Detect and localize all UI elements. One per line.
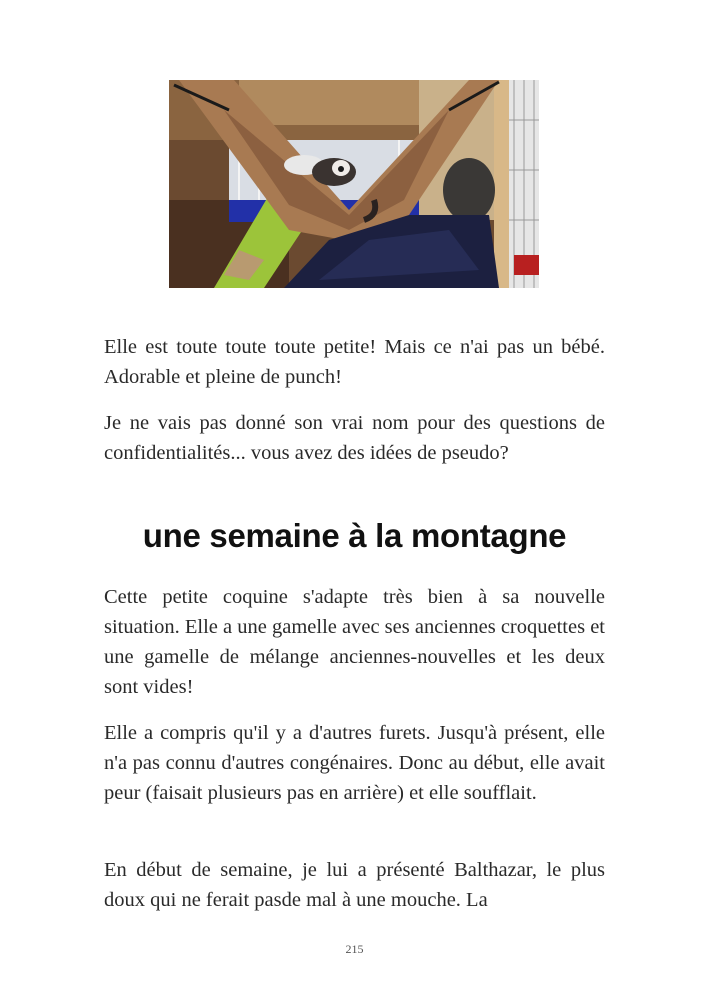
paragraph-4: Elle a compris qu'il y a d'autres furets. Jusqu'à présent, elle n'a pas connu d'autres congénaires. Donc au début, elle avait peur (faisait plusieurs pas en arrière) et elle soufflait. bbox=[104, 722, 605, 804]
ferret-hammock-photo bbox=[169, 80, 539, 288]
paragraph-1: Elle est toute toute toute petite! Mais ce n'ai pas un bébé. Adorable et pleine de punch! bbox=[104, 336, 605, 388]
page-number: 215 bbox=[345, 942, 364, 956]
section-heading: une semaine à la montagne bbox=[142, 517, 567, 554]
paragraph-2: Je ne vais pas donné son vrai nom pour des questions de confidentialités... vous avez des idées de pseudo? bbox=[104, 412, 605, 464]
paragraph-5: En début de semaine, je lui a présenté Balthazar, le plus doux qui ne ferait pasde mal à une mouche. La bbox=[104, 859, 605, 911]
ferret-in-hammock-illustration bbox=[169, 80, 539, 288]
paragraph-3: Cette petite coquine s'adapte très bien à sa nouvelle situation. Elle a une gamelle avec ses anciennes croquettes et une gamelle de mélange anciennes-nouvelles et les deux sont vides! bbox=[104, 586, 605, 698]
